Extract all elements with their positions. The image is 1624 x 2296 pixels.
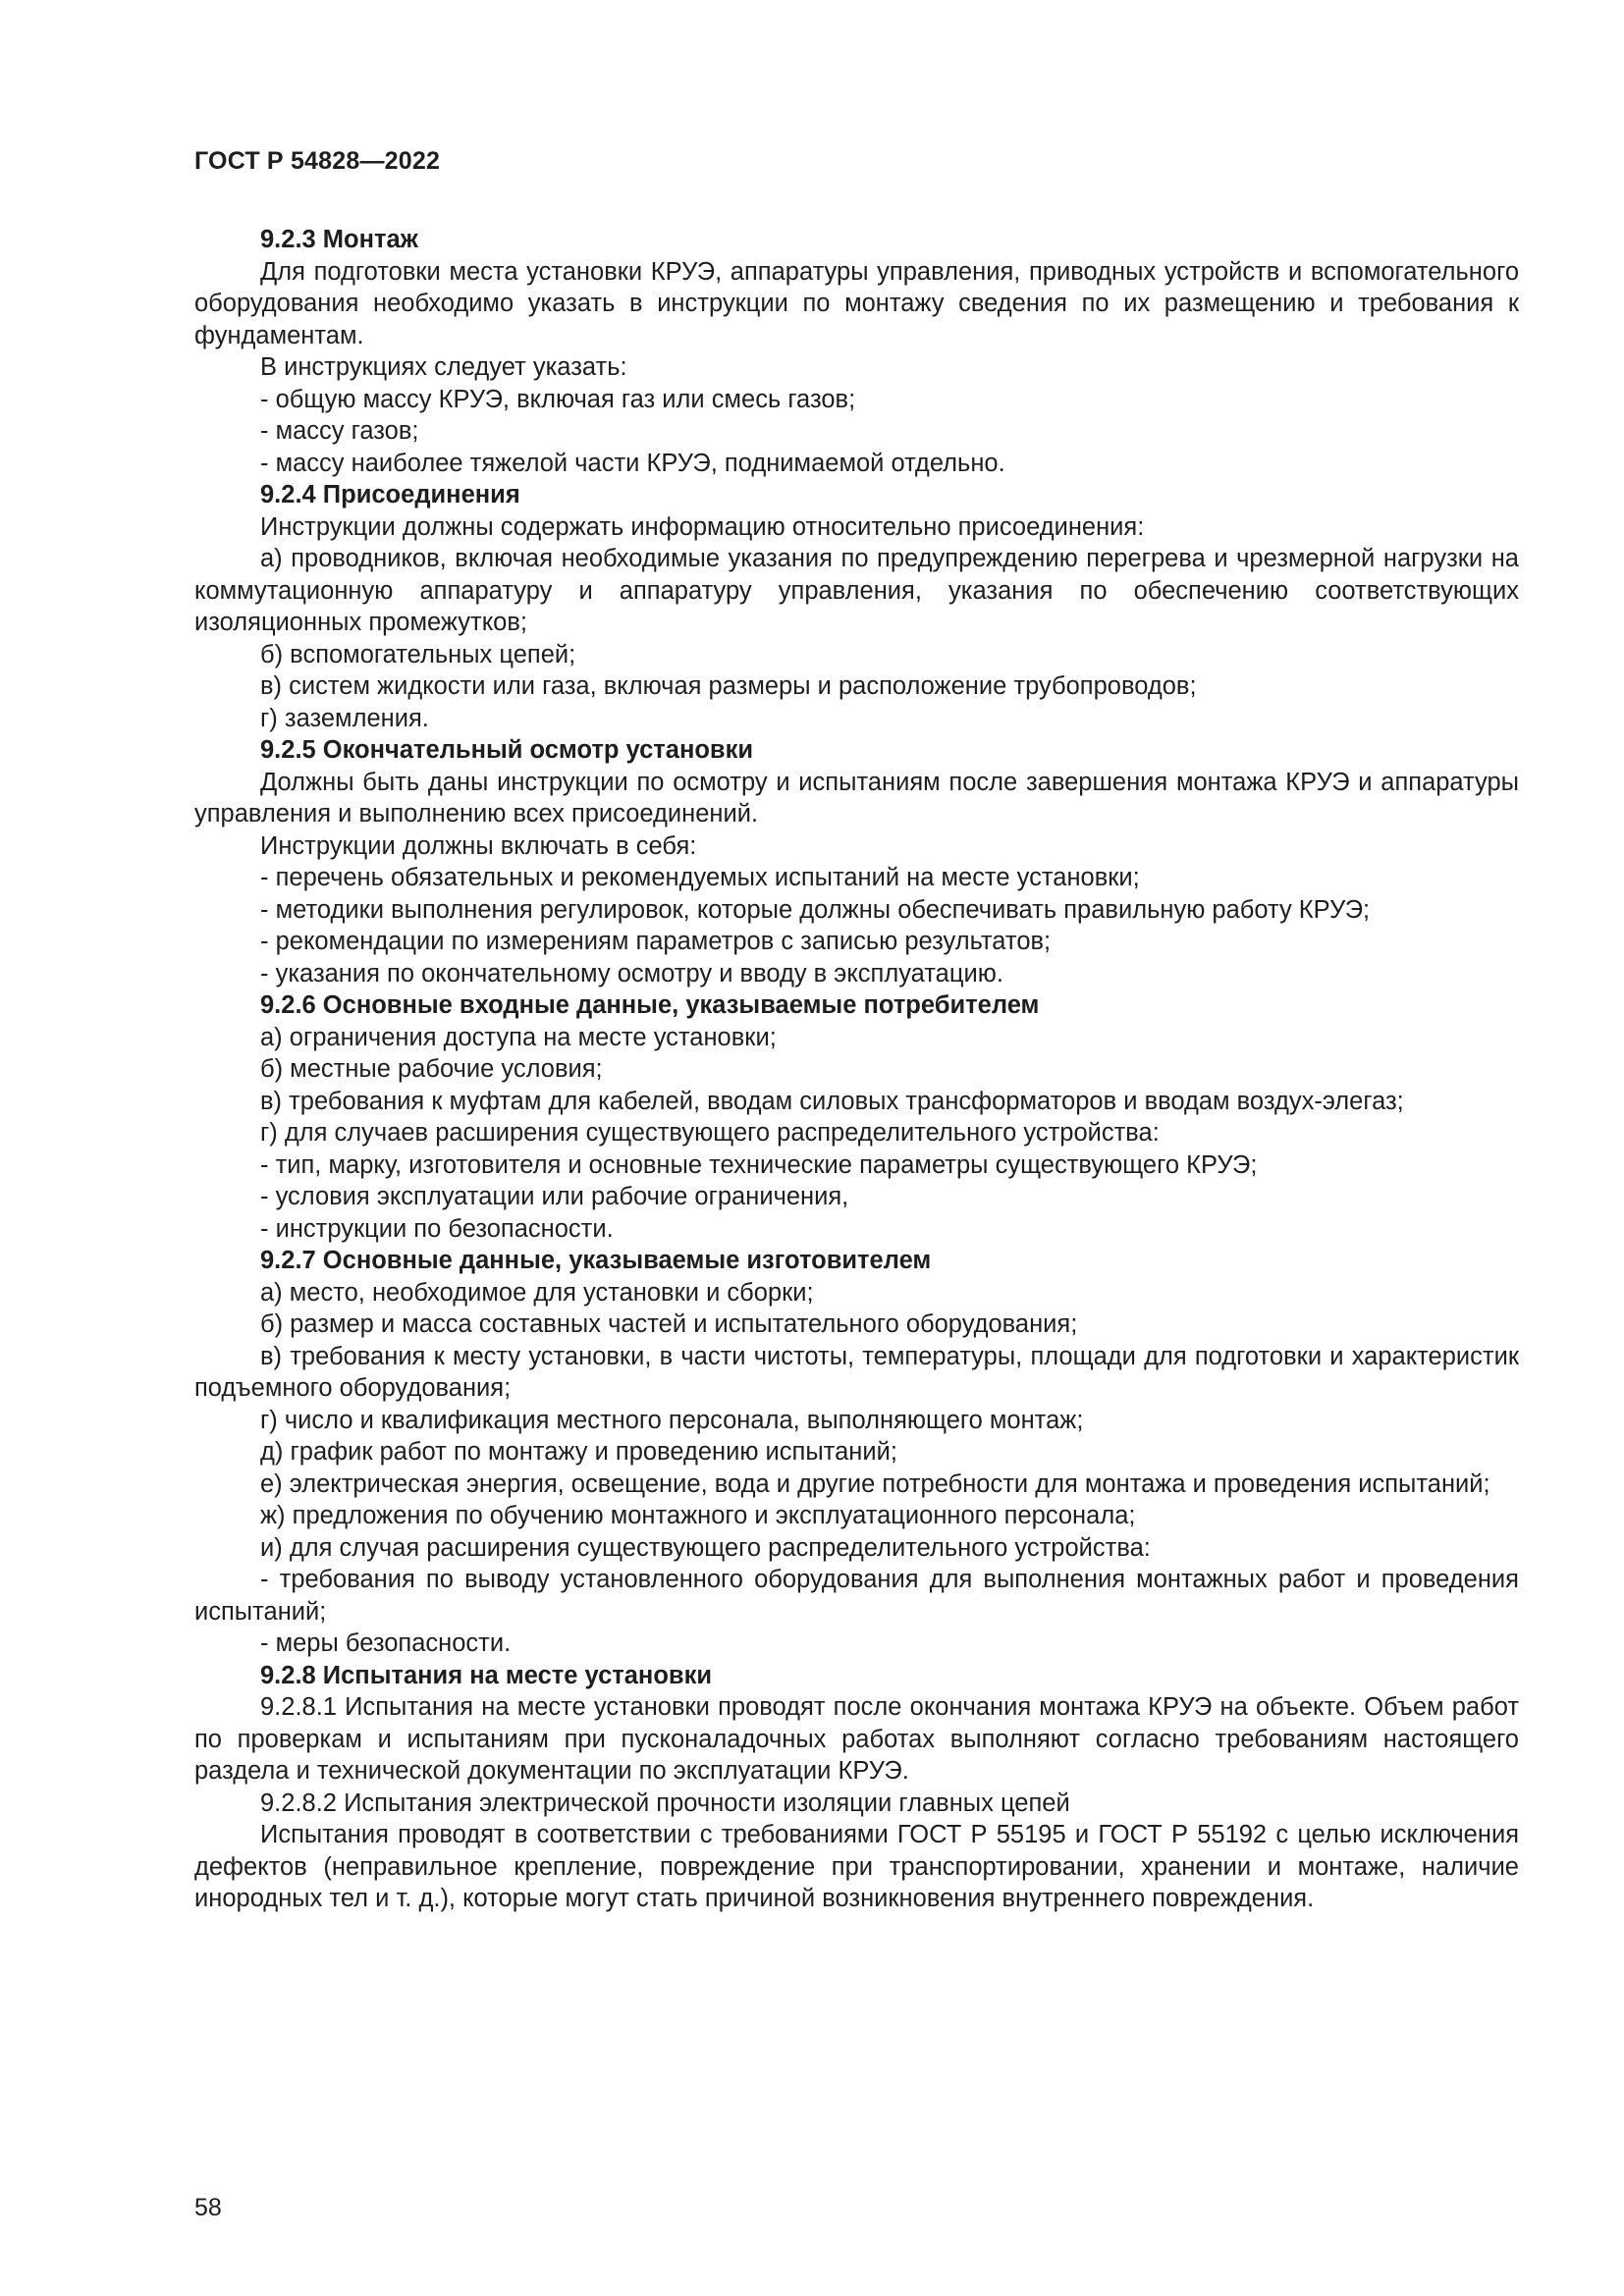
paragraph: в) требования к месту установки, в части чистоты, температуры, площади для подготовки и характеристик подъемного оборудования; — [194, 1342, 1519, 1402]
paragraph: б) местные рабочие условия; — [260, 1055, 603, 1083]
section-heading: 9.2.5 Окончательный осмотр установки — [260, 736, 754, 764]
page-number: 58 — [194, 2194, 222, 2221]
paragraph: - инструкции по безопасности. — [260, 1214, 614, 1243]
paragraph: - тип, марку, изготовителя и основные технические параметры существующего КРУЭ; — [260, 1150, 1258, 1179]
paragraph: б) размер и масса составных частей и испытательного оборудования; — [260, 1310, 1078, 1338]
section-heading: 9.2.7 Основные данные, указываемые изготовителем — [260, 1247, 932, 1274]
paragraph: Должны быть даны инструкции по осмотру и испытаниям после завершения монтажа КРУЭ и аппаратуры управления и выполнению всех присоединений. — [194, 768, 1519, 828]
paragraph: Инструкции должны содержать информацию относительно присоединения: — [260, 512, 1145, 541]
paragraph: 9.2.8.1 Испытания на месте установки проводят после окончания монтажа КРУЭ на объекте. Объем работ по проверкам и испытаниям при пусконаладочных работах выполняют согласно требованиям настоящего раздела и технической документации по эксплуатации КРУЭ. — [194, 1693, 1519, 1785]
paragraph: Инструкции должны включать в себя: — [260, 831, 697, 860]
paragraph: е) электрическая энергия, освещение, вода и другие потребности для монтажа и проведения испытаний; — [260, 1469, 1490, 1498]
paragraph: ж) предложения по обучению монтажного и эксплуатационного персонала; — [260, 1502, 1136, 1529]
paragraph: 9.2.8.2 Испытания электрической прочности изоляции главных цепей — [260, 1789, 1070, 1817]
paragraph: в) систем жидкости или газа, включая размеры и расположение трубопроводов; — [260, 672, 1197, 700]
paragraph: - массу наиболее тяжелой части КРУЭ, поднимаемой отдельно. — [260, 449, 1005, 477]
paragraph: - условия эксплуатации или рабочие ограничения, — [260, 1183, 849, 1210]
paragraph: - указания по окончательному осмотру и вводу в эксплуатацию. — [260, 959, 1003, 988]
paragraph: а) проводников, включая необходимые указания по предупреждению перегрева и чрезмерной нагрузки на коммутационную аппаратуру и аппаратуру управления, указания по обеспечению соответствующих изоляционных промежутков; — [194, 545, 1519, 636]
paragraph: Испытания проводят в соответствии с требованиями ГОСТ Р 55195 и ГОСТ Р 55192 с целью исключения дефектов (неправильное крепление, повреждение при транспортировании, хранении и монтаже, наличие инородных тел и т. д.), которые могут стать причиной возникновения внутреннего повреждения. — [194, 1821, 1519, 1912]
paragraph: а) ограничения доступа на месте установки; — [260, 1023, 777, 1051]
paragraph: Для подготовки места установки КРУЭ, аппаратуры управления, приводных устройств и вспомогательного оборудования необходимо указать в инструкции по монтажу сведения по их размещению и требования к фундаментам. — [194, 257, 1519, 349]
standard-code-header: ГОСТ Р 54828—2022 — [194, 147, 441, 175]
paragraph: г) для случаев расширения существующего распределительного устройства: — [260, 1119, 1160, 1147]
paragraph: и) для случая расширения существующего распределительного устройства: — [260, 1533, 1151, 1562]
paragraph: - методики выполнения регулировок, которые должны обеспечивать правильную работу КРУЭ; — [260, 895, 1371, 924]
paragraph: - рекомендации по измерениям параметров с записью результатов; — [260, 928, 1052, 955]
paragraph: - общую массу КРУЭ, включая газ или смесь газов; — [260, 385, 856, 413]
paragraph: - перечень обязательных и рекомендуемых испытаний на месте установки; — [260, 864, 1140, 891]
section-heading: 9.2.8 Испытания на месте установки — [260, 1661, 713, 1689]
paragraph: б) вспомогательных цепей; — [260, 640, 576, 668]
paragraph: в) требования к муфтам для кабелей, вводам силовых трансформаторов и вводам воздух-элегаз; — [260, 1087, 1404, 1115]
section-heading: 9.2.4 Присоединения — [260, 481, 520, 508]
paragraph: - требования по выводу установленного оборудования для выполнения монтажных работ и проведения испытаний; — [194, 1566, 1519, 1626]
paragraph: г) число и квалификация местного персонала, выполняющего монтаж; — [260, 1406, 1084, 1434]
paragraph: - массу газов; — [260, 417, 419, 445]
paragraph: а) место, необходимое для установки и сборки; — [260, 1278, 814, 1307]
paragraph: г) заземления. — [260, 704, 429, 732]
paragraph: - меры безопасности. — [260, 1629, 512, 1657]
paragraph: д) график работ по монтажу и проведению испытаний; — [260, 1438, 897, 1466]
paragraph: В инструкциях следует указать: — [260, 353, 627, 381]
document-body — [194, 224, 1519, 1915]
section-heading: 9.2.3 Монтаж — [260, 226, 418, 253]
section-heading: 9.2.6 Основные входные данные, указываемые потребителем — [260, 991, 1040, 1019]
